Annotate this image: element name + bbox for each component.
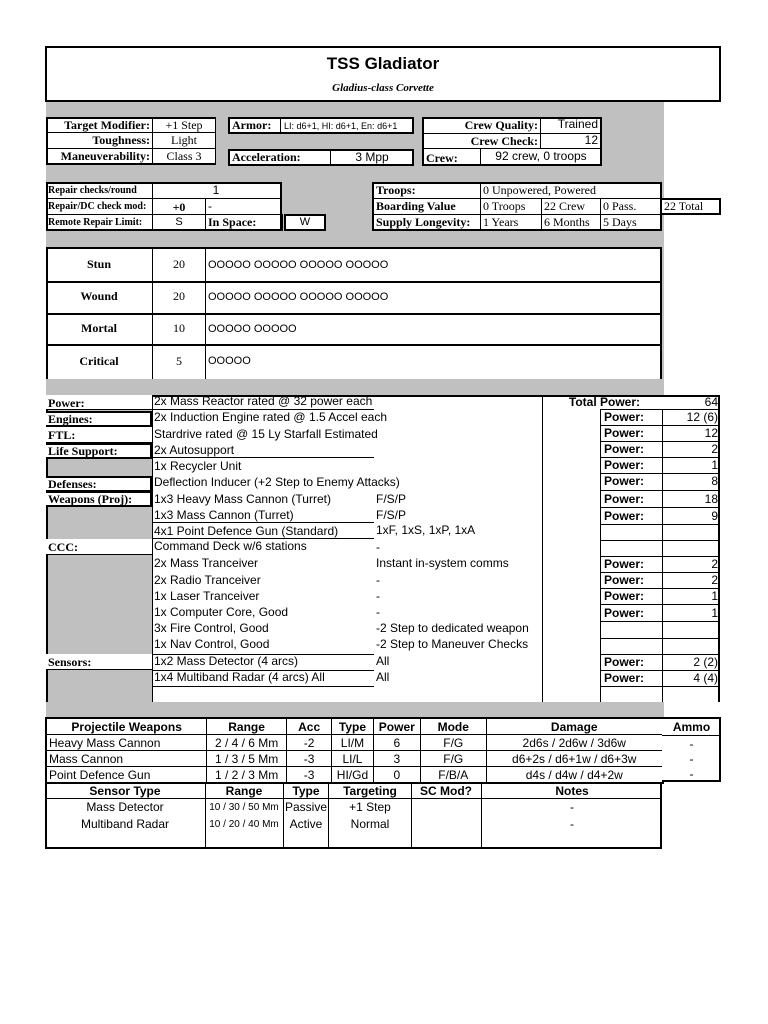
armor-value: LI: d6+1, HI: d6+1, En: d6+1	[284, 121, 398, 131]
weapons-header: Power	[373, 718, 420, 735]
damage-mortal-label: Mortal	[81, 321, 117, 335]
mass-detector-power-label: Power:	[604, 655, 645, 669]
system-row-10-desc: Command Deck w/6 stations	[154, 539, 307, 553]
system-row-9-desc: 4x1 Point Defence Gun (Standard)	[154, 524, 339, 538]
system-row-14-desc: 1x Computer Core, Good	[154, 605, 289, 619]
crew-check-label: Crew Check:	[470, 134, 538, 148]
supply-years: 1 Years	[483, 215, 519, 229]
weapon-mode: F/B/A	[421, 767, 487, 784]
damage-mortal-value: 10	[173, 321, 185, 335]
weapon-type: LI/L	[332, 751, 373, 767]
category-ccc: CCC:	[48, 540, 78, 554]
weapon-name: Mass Cannon	[46, 751, 207, 767]
weapon-power: 0	[373, 767, 420, 784]
category-weapons: Weapons (Proj):	[48, 492, 133, 506]
weapon-power: 3	[373, 751, 420, 767]
system-row-2-desc: 2x Induction Engine rated @ 1.5 Accel each	[154, 410, 387, 424]
ftl-power-label: Power:	[604, 426, 645, 440]
system-row-1-desc: 2x Mass Reactor rated @ 32 power each	[154, 394, 373, 408]
mass-tranceiver-power-value: 2	[711, 557, 718, 571]
target-modifier-value: +1 Step	[165, 118, 203, 132]
weapons-header: Mode	[421, 718, 487, 735]
weapons-header-row	[46, 718, 663, 735]
system-row-18-desc: 1x4 Multiband Radar (4 arcs) All	[154, 670, 325, 684]
system-row-5-desc: 1x Recycler Unit	[154, 459, 242, 473]
ammo-header: Ammo	[672, 720, 711, 734]
damage-critical-value: 5	[176, 354, 182, 368]
mass-detector-power-value: 2 (2)	[693, 655, 718, 669]
sensors-header: Type	[292, 784, 320, 798]
sensor-targeting: Normal	[350, 817, 390, 831]
autosupport-power-label: Power:	[604, 442, 645, 456]
sensor-name: Multiband Radar	[80, 817, 170, 831]
system-row-15-note: -2 Step to dedicated weapon	[376, 621, 529, 635]
system-row-16-note: -2 Step to Maneuver Checks	[376, 637, 529, 651]
sensor-range: 10 / 30 / 50 Mm	[209, 802, 279, 813]
crew-value: 92 crew, 0 troops	[495, 149, 587, 163]
repair-mod-label: Repair/DC check mod:	[48, 201, 147, 212]
weapon-mode: F/G	[421, 751, 487, 767]
heavy-cannon-power-value: 18	[704, 492, 718, 506]
sensor-notes: -	[570, 800, 574, 814]
system-row-17-note: All	[376, 654, 390, 668]
system-row-13-desc: 1x Laser Tranceiver	[154, 589, 260, 603]
crew-quality-label: Crew Quality:	[464, 118, 538, 132]
crew-quality-value: Trained	[557, 117, 598, 131]
repair-checks-label: Repair checks/round	[48, 185, 137, 196]
target-modifier-label: Target Modifier:	[64, 118, 150, 132]
maneuverability-value: Class 3	[166, 149, 202, 163]
recycler-power-value: 1	[711, 458, 718, 472]
weapon-acc: -3	[286, 767, 331, 784]
remote-repair-value: S	[175, 216, 183, 228]
radar-power-label: Power:	[604, 671, 645, 685]
mass-cannon-power-label: Power:	[604, 509, 645, 523]
category-power: Power:	[48, 396, 85, 410]
supply-days: 5 Days	[603, 215, 637, 229]
ftl-power-value: 12	[704, 426, 718, 440]
sensor-targeting: +1 Step	[349, 800, 391, 814]
weapons-header: Damage	[486, 718, 663, 735]
system-row-8-desc: 1x3 Mass Cannon (Turret)	[154, 508, 294, 522]
computer-core-power-value: 1	[711, 606, 718, 620]
defenses-power-value: 8	[711, 474, 718, 488]
radar-power-value: 4 (4)	[693, 671, 718, 685]
in-space-label: In Space:	[208, 215, 257, 229]
system-row-14-note: -	[376, 605, 380, 619]
boarding-total: 22 Total	[664, 199, 704, 213]
weapons-header: Type	[332, 718, 373, 735]
damage-critical-label: Critical	[79, 354, 119, 368]
radio-tranceiver-power-label: Power:	[604, 573, 645, 587]
system-row-18-note: All	[376, 670, 390, 684]
repair-mod-note: -	[208, 199, 212, 213]
damage-wound-label: Wound	[80, 289, 118, 303]
system-row-3-desc: Stardrive rated @ 15 Ly Starfall Estimated	[154, 427, 378, 441]
damage-stun-value: 20	[173, 257, 185, 271]
system-row-10-note: -	[376, 540, 380, 554]
laser-tranceiver-power-value: 1	[711, 589, 718, 603]
crew-check-value: 12	[584, 133, 598, 147]
weapon-acc: -2	[286, 735, 331, 751]
weapon-mode: F/G	[421, 735, 487, 751]
sensors-header: Range	[225, 784, 263, 798]
acceleration-value: 3 Mpp	[355, 150, 389, 164]
boarding-crew: 22 Crew	[544, 199, 585, 213]
weapon-name: Point Defence Gun	[46, 767, 207, 784]
category-sensors: Sensors:	[48, 655, 92, 669]
weapon-damage: d6+2s / d6+1w / d6+3w	[486, 751, 663, 767]
toughness-value: Light	[171, 133, 197, 147]
system-row-15-desc: 3x Fire Control, Good	[154, 621, 269, 635]
damage-stun-label: Stun	[86, 257, 112, 271]
weapon-acc: -3	[286, 751, 331, 767]
acceleration-label: Acceleration:	[232, 150, 301, 164]
sensor-name: Mass Detector	[86, 800, 164, 814]
system-row-17-desc: 1x2 Mass Detector (4 arcs)	[154, 654, 299, 668]
damage-wound-value: 20	[173, 289, 185, 303]
troops-label: Troops:	[376, 183, 416, 197]
sensors-header: Sensor Type	[89, 784, 161, 798]
armor-label: Armor:	[232, 118, 272, 132]
weapons-table	[45, 717, 664, 784]
total-power-label: Total Power:	[568, 395, 640, 409]
engines-power-label: Power:	[604, 410, 645, 424]
damage-wound-boxes[interactable]: OOOOO OOOOO OOOOO OOOOO	[208, 291, 389, 303]
weapons-header: Projectile Weapons	[46, 718, 207, 735]
sensors-header: SC Mod?	[420, 784, 472, 798]
ammo-value-2: -	[689, 752, 694, 766]
radio-tranceiver-power-value: 2	[711, 573, 718, 587]
system-row-8-note: F/S/P	[376, 508, 407, 522]
system-row-12-note: -	[376, 573, 380, 587]
weapons-header: Range	[207, 718, 287, 735]
total-power-value: 64	[704, 395, 718, 409]
mass-tranceiver-power-label: Power:	[604, 557, 645, 571]
weapon-damage: 2d6s / 2d6w / 3d6w	[486, 735, 663, 751]
system-row-11-note: Instant in-system comms	[376, 556, 509, 570]
category-defenses: Defenses:	[48, 477, 97, 491]
in-space-value: W	[299, 216, 311, 228]
computer-core-power-label: Power:	[604, 606, 645, 620]
ammo-value-1: -	[689, 737, 694, 751]
weapon-range: 1 / 3 / 5 Mm	[207, 751, 287, 767]
damage-critical-boxes[interactable]: OOOOO	[208, 355, 251, 367]
weapon-damage: d4s / d4w / d4+2w	[486, 767, 663, 784]
boarding-pass: 0 Pass.	[603, 199, 637, 213]
system-row-4-desc: 2x Autosupport	[154, 443, 235, 457]
boarding-label: Boarding Value	[376, 199, 456, 213]
autosupport-power-value: 2	[711, 442, 718, 456]
weapon-type: HI/Gd	[332, 767, 373, 784]
weapons-header: Acc	[286, 718, 331, 735]
mass-cannon-power-value: 9	[711, 509, 718, 523]
system-row-16-desc: 1x Nav Control, Good	[154, 637, 270, 651]
weapon-range: 1 / 2 / 3 Mm	[207, 767, 287, 784]
weapon-range: 2 / 4 / 6 Mm	[207, 735, 287, 751]
sensor-range: 10 / 20 / 40 Mm	[209, 819, 279, 830]
remote-repair-label: Remote Repair Limit:	[48, 217, 143, 228]
system-row-11-desc: 2x Mass Tranceiver	[154, 556, 259, 570]
system-row-7-desc: 1x3 Heavy Mass Cannon (Turret)	[154, 492, 331, 506]
ammo-value-3: -	[689, 767, 694, 781]
table-row	[46, 767, 663, 784]
supply-label: Supply Longevity:	[376, 215, 471, 229]
recycler-power-label: Power:	[604, 458, 645, 472]
sensor-type: Passive	[284, 800, 328, 814]
damage-stun-boxes[interactable]: OOOOO OOOOO OOOOO OOOOO	[208, 259, 389, 271]
toughness-label: Toughness:	[92, 133, 150, 147]
page-subtitle: Gladius-class Corvette	[332, 82, 434, 94]
defenses-power-label: Power:	[604, 474, 645, 488]
title-box	[45, 46, 721, 102]
category-engines: Engines:	[48, 412, 93, 426]
table-row	[46, 751, 663, 767]
system-row-6-desc: Deflection Inducer (+2 Step to Enemy Attacks)	[154, 475, 400, 489]
page-title: TSS Gladiator	[326, 54, 440, 73]
repair-checks-value: 1	[212, 183, 220, 197]
weapon-name: Heavy Mass Cannon	[46, 735, 207, 751]
sensors-header: Notes	[555, 784, 589, 798]
damage-mortal-boxes[interactable]: OOOOO OOOOO	[208, 323, 297, 335]
system-row-7-note: F/S/P	[376, 492, 407, 506]
system-row-9-note: 1xF, 1xS, 1xP, 1xA	[376, 523, 476, 537]
repair-mod-value: +0	[172, 200, 186, 214]
category-ftl: FTL:	[48, 428, 76, 442]
engines-power-value: 12 (6)	[686, 410, 718, 424]
crew-label: Crew:	[426, 151, 458, 165]
laser-tranceiver-power-label: Power:	[604, 589, 645, 603]
weapon-type: LI/M	[332, 735, 373, 751]
maneuverability-label: Maneuverability:	[60, 149, 150, 163]
system-row-12-desc: 2x Radio Tranceiver	[154, 573, 261, 587]
sensors-header: Targeting	[343, 784, 397, 798]
table-row	[46, 735, 663, 751]
sensor-type: Active	[289, 817, 323, 831]
boarding-troops: 0 Troops	[483, 199, 526, 213]
sensor-notes: -	[570, 817, 574, 831]
supply-months: 6 Months	[544, 215, 590, 229]
weapon-power: 6	[373, 735, 420, 751]
heavy-cannon-power-label: Power:	[604, 492, 645, 506]
system-row-13-note: -	[376, 589, 380, 603]
category-life-support: Life Support:	[48, 444, 118, 458]
troops-value: 0 Unpowered, Powered	[483, 183, 596, 197]
